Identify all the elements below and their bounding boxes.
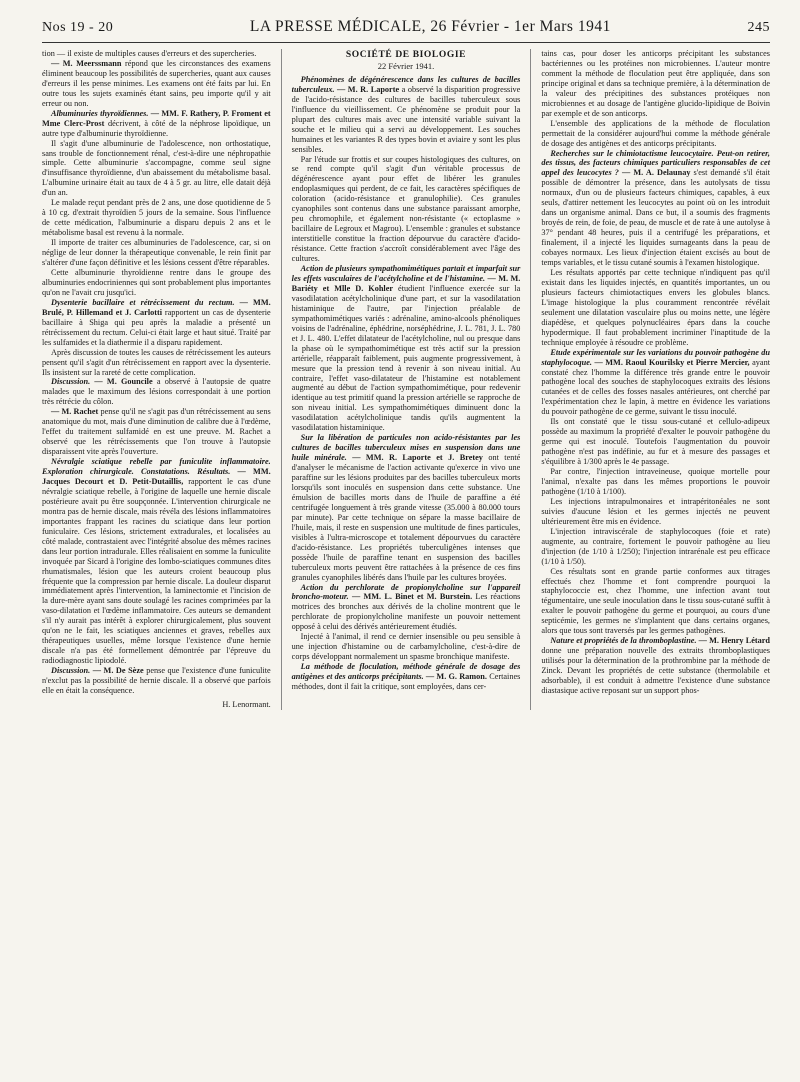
signature: H. Lenormant.: [222, 699, 271, 709]
text: pense que l'existence d'une funiculite n'exclut pas la possibilité de hernie discale. Il a observé que parfois elle en était la conséquence.: [42, 666, 271, 695]
authors: — M. M. Bariéty et Mlle D. Kohler: [291, 273, 521, 293]
column-divider: [281, 49, 282, 710]
authors: — MM. L. Binet et M. Burstein.: [348, 592, 473, 602]
text: rapportent le cas d'une névralgie sciatique rebelle, à l'origine de laquelle une hernie discale postérieure avait pu être soupçonnée. L'intervention chirurgicale ne montra pas de hernie discale, mais révéla des lésions inflammatoires importantes frappant les racines du sciatique dans leur portion funiculaire. Ces lésions, strictement extradurales, et localisées au côté malade, contrastaient avec l'intégrité absolue des mêmes racines dans leur portion intradurale. Elles réalisaient en somme la funiculite invoquée par Sicard à l'origine des lombo-sciatiques communes dites rhumatismales, lésion que les auteurs croient beaucoup plus fréquente que la compression par hernie discale. La douleur disparut immédiatement après l'intervention, la laminectomie et l'incision de la dure-mère ayant sans doute soulagé les racines comprimées par la vaso-dilatation et l'œdème inflammatoire. Ces auteurs se demandent s'il n'y aurait pas intérêt à explorer chirurgicalement, plus souvent qu'on ne le fait, les sciatiques anciennes et graves, rebelles aux thérapeutiques usuelles, même lorsque l'existence d'une hernie discale n'a pas été formellement démontrée par l'épreuve du radiodiagnostic lipiodolé.: [42, 476, 271, 666]
paragraph: Il importe de traiter ces albuminuries de l'adolescence, car, si on néglige de leur donner la thérapeutique convenable, le rein finit par s'altérer d'une façon définitive et les lésions cessent d'être réparables.: [42, 238, 271, 268]
text: rapportent un cas de dysenterie bacillaire à Shiga qui peu après la maladie a présenté un rétrécissement du rectum. Celui-ci était large et haut situé. Traité par les sulfamides et la diathermie il a disparu rapidement.: [42, 307, 271, 347]
article: [292, 583, 521, 633]
text: répond que les circonstances des examens éliminent beaucoup les possibilités de supercheries, quant aux causes d'erreurs il les pense minimes. Les examens ont été faits par lui. En outre tous les sujets examinés étant sains, peu importe qu'il y ait erreur ou non.: [42, 58, 271, 108]
article-title: Action du perchlorate de propionylcholine sur l'appareil broncho-moteur.: [291, 582, 521, 602]
article: [541, 149, 770, 268]
text: pense qu'il ne s'agit pas d'un rétrécissement au sens anatomique du mot, mais d'une diminution de calibre due à l'œdème, l'effet du traitement sulfamidé en est une preuve. M. Rachet a observé que les rétrécissements que l'on trouve à l'autopsie disparaissent vite après l'ouverture.: [42, 407, 271, 457]
issue-number: Nos 19 - 20: [42, 20, 114, 35]
paragraph: [42, 59, 271, 109]
discussion-label: Discussion.: [51, 666, 91, 676]
authors: — MM. Jacques Decourt et D. Petit-Dutaillis,: [42, 467, 271, 486]
text: Certaines méthodes, dont il fait la critique, sont employées, dans cer-: [291, 672, 521, 692]
text: s'est demandé s'il était possible de démontrer la présence, dans les autolysats de tissu normaux, d'un ou de plusieurs facteurs chimiques, capables, à eux seuls, d'attirer nettement les leucocytes au point où on les introduit dans un organisme animal. Dans ce but, il a soumis des fragments broyés de rein, de foie, de peau, de muscle et de rate à une autolyse à 37° pendant 48 heures, puis il a centrifugé les préparations, et finalement, il a injecté les liquides surnageants dans la peau de cobayes normaux. Les lieux d'injection étaient excisés au bout de temps variables, et le tissu cutané soumis à l'examen histologique.: [541, 168, 770, 268]
author: — M. Rachet: [51, 407, 99, 417]
author: — M. G. Ramon.: [423, 672, 487, 682]
article-title: Etude expérimentale sur les variations du pouvoir pathogène du staphylocoque.: [541, 347, 770, 367]
article: [42, 298, 271, 348]
paragraph: tion — il existe de multiples causes d'erreurs et des supercheries.: [42, 49, 257, 58]
section-title: SOCIÉTÉ DE BIOLOGIE: [345, 50, 467, 60]
text: ayant constaté chez l'homme la différence très grande entre le pouvoir pathogène local des souches de staphylocoques extraits des lésions cutanées et de celles des fosses nasales antérieures, ont cherché par l'expérimentation chez le lapin, à mettre en évidence les variations du pouvoir pathogène de ce germe, suivant le tissu inoculé.: [541, 357, 770, 417]
authors: — MM. F. Rathery, P. Froment et Mme Clerc-Prost: [42, 108, 271, 128]
article-title: Phénomènes de dégénérescence dans les cultures de bacilles tuberculeux.: [291, 74, 521, 94]
paragraph: Après discussion de toutes les causes de rétrécissement les auteurs pensent qu'il s'agit d'un rétrécissement en rapport avec la dysenterie. Ils insistent sur la rareté de cette complication.: [42, 347, 271, 377]
paragraph: L'injection intraviscérale de staphylocoques (foie et rate) augmente, au contraire, fortement le pouvoir pathogène au lieu d'injection (de 1/10 à 1/250); l'injection intrarénale est peu efficace (1/10 à 1/50).: [541, 526, 770, 566]
paragraph: [42, 407, 271, 457]
paragraph: Par contre, l'injection intraveineuse, quoique mortelle pour l'animal, n'exalte pas dans les mêmes proportions le pouvoir pathogène (1/10 à 1/100).: [541, 467, 770, 496]
paragraph: Par l'étude sur frottis et sur coupes histologiques des cultures, on se rend compte qu'il s'agit d'un véritable processus de dégénérescence ayant pour effet de libérer les granules endoplasmiques qui perdent, de ce fait, les caractères spécifiques de coloration (acido-résistance et granulophilie). Ces granules cyanophiles sont contenus dans une substance paraissant amorphe, peu chromophile, et également non-résistante (« ectoplasme » bacillaire de Legroux et Magrou). L'ensemble : granules et substance interstitielle constitue la fraction dépourvue du caractère d'acido-résistance. Cette fraction s'accroît considérablement avec l'âge des cultures.: [291, 154, 521, 264]
section-date: 22 Février 1941.: [377, 60, 435, 71]
article-title: Sur la libération de particules non acido-résistantes par les cultures de bacilles tuberculeux mises en suspension dans une huile minérale.: [291, 433, 521, 463]
author: — M. Meerssmann: [51, 58, 122, 68]
authors: — MM. Raoul Kourilsky et Pierre Mercier,: [591, 357, 750, 367]
paragraph: Il s'agit d'une albuminurie de l'adolescence, non orthostatique, sans trouble de fonctionnement rénal, c'est-à-dire une néphropathie simple. Cette albuminurie s'accompagne, comme seul signe d'insuffisance thyroïdienne, d'un abaissement du métabolisme basal. L'albumine urinaire était au taux de 4 à 5 gr. au litre, elle datait déjà d'un an.: [42, 138, 271, 198]
authors: — MM. Brulé, P. Hillemand et J. Carlotti: [42, 297, 271, 317]
article: [292, 75, 521, 155]
discussion: [42, 377, 271, 407]
article-title: Dysenterie bacillaire et rétrécissement du rectum.: [51, 297, 235, 307]
article-title: La méthode de floculation, méthode générale de dosage des antigènes et des anticorps précipitants.: [291, 662, 521, 682]
author: — M. Henry Létard: [696, 636, 770, 646]
page-number: 245: [747, 20, 770, 35]
article: [292, 264, 521, 433]
page-header: [42, 18, 770, 43]
paragraph: Ces résultats sont en grande partie conformes aux titrages effectués chez l'homme et font comprendre pourquoi la staphylococcie est, chez l'homme, une infection avant tout tégumentaire, une seule inoculation dans le tissu sous-cutané suffit à exalter le pouvoir pathogène du germe et pourquoi, au cours d'une septicémie, les germes ne s'implantent que dans certains organes, alors que tous sont traversés par les germes pathogènes.: [541, 566, 770, 636]
author: — M. Gouncile: [90, 377, 153, 387]
discussion-label: Discussion.: [51, 377, 91, 387]
text: a observé la disparition progressive de l'acido-résistance des cultures de bacilles tuberculeux sous l'influence du vieillissement. Ce phénomène se produit pour la plupart des cultures mais avec une intensité variable suivant la souche et le milieu qui a servi au développement. Les souches humaines et les variantes R des types bovin et aviaire y sont les plus sensibles.: [291, 84, 521, 154]
journal-title: LA PRESSE MÉDICALE, 26 Février - 1er Mars 1941: [249, 18, 611, 35]
text: a observé à l'autopsie de quatre malades que le maximum des lésions correspondait à une portion très rétrécie du côlon.: [42, 377, 271, 407]
article-title: Albuminuries thyroïdiennes.: [51, 108, 149, 118]
author: — M. R. Laporte: [334, 84, 400, 94]
article-title: Névralgie sciatique rebelle par funiculite inflammatoire. Exploration chirurgicale. Constatations. Résultats.: [42, 457, 271, 477]
article: [42, 457, 271, 666]
discussion: [42, 666, 271, 696]
article: [541, 348, 770, 418]
author: — M. A. Delaunay: [618, 168, 691, 178]
column-divider: [530, 49, 531, 710]
article: [292, 433, 521, 582]
article-title: Nature et propriétés de la thromboplastine.: [550, 636, 697, 646]
article: [42, 109, 271, 139]
paragraph: Cette albuminurie thyroïdienne rentre dans le groupe des albuminuries endocriniennes qui sont probablement plus importantes qu'on ne l'avait cru jusqu'ici.: [42, 267, 271, 297]
paragraph: tains cas, pour doser les anticorps précipitant les substances bactériennes ou les protéines non microbiennes. L'auteur montre comment la méthode de floculation peut être appliquée, dans son principe original et dans sa technique première, à la détermination de la valeur des précipitines des substances protéiques non microbiennes et au dosage de l'antigène glucido-lipidique de Boivin par exemple et de son anticorps.: [541, 49, 770, 118]
text: Les réactions motrices des bronches aux dérivés de la choline montrent que le perchlorate de propionylcholine manifeste un pouvoir nettement opposé à celui des dérivés antérieurement étudiés.: [291, 592, 521, 632]
column-3: [541, 49, 770, 710]
paragraph: L'ensemble des applications de la méthode de floculation permettait de la considérer aujourd'hui comme la méthode générale de dosage des antigènes et des anticorps précipitants.: [541, 118, 770, 148]
column-1: [42, 49, 271, 710]
authors: — MM. R. Laporte et J. Bretey: [346, 453, 483, 463]
column-2: [292, 49, 521, 710]
paragraph: Les injections intrapulmonaires et intrapéritonéales ne sont suivies d'aucune lésion et les germes injectés ne peuvent ultérieurement être mis en évidence.: [541, 496, 770, 526]
text: ont tenté d'analyser le mécanisme de l'action activante qu'exerce in vivo une paraffine sur les lésions produites par des bacilles tuberculeux morts lorsqu'ils sont inoculés en suspension dans cette substance. Une émulsion de bacilles morts dans de l'huile de paraffine a été centrifugée longuement à très grande vitesse (35.000 à 80.000 tours par minute). Par cette technique on sépare la masse bacillaire de l'huile, mais, il reste en suspension une multitude de fines particules, visibles à l'ultra-microscope et totalement dépourvues du caractère d'acido-résistance. Les propriétés tuberculigènes intenses que possède l'huile de paraffine tenant en suspension des bacilles tuberculeux morts peuvent être rattachées à la présence de ces fins granules cyanophiles libérés dans l'huile par les cultures broyées.: [291, 453, 521, 582]
text: étudient l'influence exercée sur la vasodilatation acétylcholinique d'une part, et sur la vasodilatation histaminique de l'autre, par l'injection préalable de sympathomimétiques variés : adrénaline, amino-alcools phénoliques voisins de l'adrénaline, éphédrine, norséphédrine, J. L. 781, J. L. 780 et J. L. 480. L'effet dilatateur de l'acétylcholine, nul ou presque dans la phase où le sympathomimétique est très actif sur la pression artérielle, réapparaît faiblement, puis augmente progressivement, à mesure que la pression tend à revenir à son niveau initial. Au contraire, l'effet vaso-dilatateur de l'histamine est notablement augmenté au début de l'action sympathomimétique, pour redevenir identique au test primitif quand la pression artérielle se rapproche de son niveau initial. Les sympathomimétiques diminuent donc la vasodilatation acétylcholinique tandis qu'ils augmentent la vasodilatation histaminique.: [291, 283, 521, 433]
author: — M. De Sèze: [90, 666, 144, 676]
paragraph: Ils ont constaté que le tissu sous-cutané et cellulo-adipeux possède au maximum la propriété d'exalter le pouvoir pathogène du germe qui est inoculé. Toutefois l'augmentation du pouvoir pathogène n'est pas indéfinie, au fur et à mesure des passages et s'équilibre à 1/300 après le 4e passage.: [541, 417, 770, 467]
text: donne une préparation nouvelle des extraits thromboplastiques utilisés pour la détermination de la prothrombine par la méthode de Zinck. Devant les propriétés de cette substance (thermolabile et adsorbable), il est conduit à admettre l'existence d'une substance diastasique active reposant sur un support phos-: [541, 646, 770, 695]
article: [541, 636, 770, 696]
text: décrivent, à côté de la néphrose lipoïdique, un autre type d'albuminurie thyroïdienne.: [42, 118, 271, 138]
article: [292, 662, 521, 692]
paragraph: Les résultats apportés par cette technique n'indiquent pas qu'il existait dans les liquides injectés, en quantités importantes, un ou plusieurs facteurs chimiotactiques envers les globules blancs. L'image histologique la plus couramment rencontrée révélait seulement une dilatation vasculaire plus ou moins nette, une légère diapédèse, et quelques polynucléaires épars dans la couche hypodermique. Il faut probablement incriminer l'inaptitude de la technique employée à résoudre ce problème.: [541, 267, 770, 347]
columns: [42, 49, 770, 710]
article-title: Action de plusieurs sympathomimétiques partait et imparfait sur les effets vasculaires de l'acétylcholine et de l'histamine.: [291, 264, 521, 283]
paragraph: Le malade reçut pendant près de 2 ans, une dose quotidienne de 5 à 10 cg. d'extrait thyroïdien 5 jours de la semaine. Sous l'influence de cette médication, l'albuminurie a disparu depuis 2 ans et le métabolisme basal est revenu à la normale.: [42, 198, 271, 238]
paragraph: Injecté à l'animal, il rend ce dernier insensible ou peu sensible à une injection d'histamine ou de carbamylcholine, c'est-à-dire de corps développant normalement un spasme bronchique manifeste.: [291, 632, 521, 662]
article-title: Recherches sur le chimiotactisme leucocytaire. Peut-on retirer, des tissus, des facteurs chimiques particuliers responsables de cet appel des leucocytes ?: [541, 148, 770, 178]
